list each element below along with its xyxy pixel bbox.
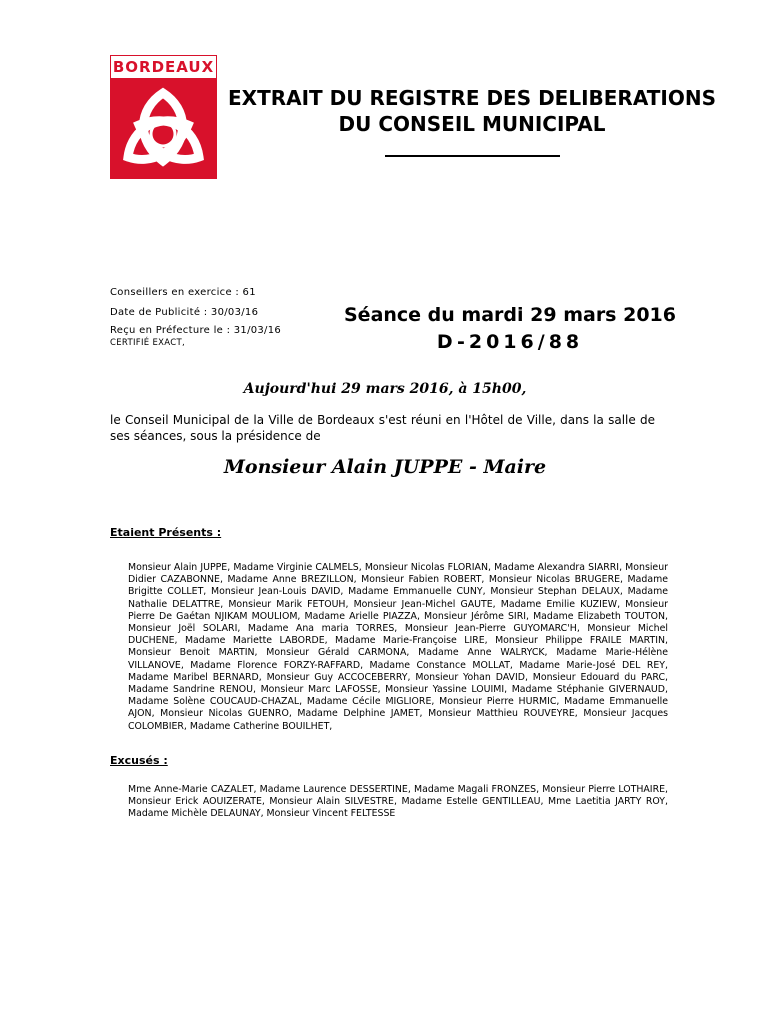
presents-list: Monsieur Alain JUPPE, Madame Virginie CALMELS, Monsieur Nicolas FLORIAN, Madame Alexandra SIARRI, Monsieur Didier CAZABONNE, Madame Anne BREZILLON, Monsieur Fabien ROBERT, Monsieur Nicolas BRUGERE, Madame Brigitte COLLET, Monsieur Jean-Louis DAVID, Madame Emmanuelle CUNY, Monsieur Stephan DELAUX, Madame Nathalie DELATTRE, Monsieur Marik FETOUH, Monsieur Jean-Michel GAUTE, Madame Emilie KUZIEW, Monsieur Pierre De Gaétan NJIKAM MOULIOM, Madame Arielle PIAZZA, Monsieur Jérôme SIRI, Madame Elizabeth TOUTON, Monsieur Joël SOLARI, Madame Ana maria TORRES, Monsieur Jean-Pierre GUYOMARC'H, Monsieur Michel DUCHENE, Madame Mariette LABORDE, Madame Marie-Françoise LIRE, Monsieur Philippe FRAILE MARTIN, Monsieur Benoit MARTIN, Monsieur Gérald CARMONA, Madame Anne WALRYCK, Madame Marie-Hélène VILLANOVE, Madame Florence FORZY-RAFFARD, Madame Constance MOLLAT, Madame Marie-José DEL REY, Madame Maribel BERNARD, Monsieur Guy ACCOCEBERRY, Monsieur Yohan DAVID, Monsieur Edouard du PARC, Madame Sandrine RENOU, Monsieur Marc LAFOSSE, Monsieur Yassine LOUIMI, Madame Stéphanie GIVERNAUD, Madame Solène COUCAUD-CHAZAL, Madame Cécile MIGLIORE, Monsieur Pierre HURMIC, Madame Emmanuelle AJON, Monsieur Nicolas GUENRO, Madame Delphine JAMET, Monsieur Matthieu ROUVEYRE, Monsieur Jacques COLOMBIER, Madame Catherine BOUILHET, <box>128 562 668 732</box>
bordeaux-logo <box>110 55 217 179</box>
date-line: Aujourd'hui 29 mars 2016, à 15h00, <box>243 381 527 397</box>
president-name: Monsieur Alain JUPPE - Maire <box>223 456 547 478</box>
logo-text: BORDEAUX <box>112 58 215 76</box>
title-underline <box>385 155 560 157</box>
excuses-list: Mme Anne-Marie CAZALET, Madame Laurence DESSERTINE, Madame Magali FRONZES, Monsieur Pierre LOTHAIRE, Monsieur Erick AOUIZERATE, Monsieur Alain SILVESTRE, Madame Estelle GENTILLEAU, Mme Laetitia JARTY ROY, Madame Michèle DELAUNAY, Monsieur Vincent FELTESSE <box>128 784 668 820</box>
date-publicite: Date de Publicité : 30/03/16 <box>110 307 259 318</box>
recu-prefecture: Reçu en Préfecture le : 31/03/16 <box>110 325 282 336</box>
excuses-title: Excusés : <box>110 754 168 767</box>
document-title-line1: EXTRAIT DU REGISTRE DES DELIBERATIONS <box>228 86 716 110</box>
conseillers-en-exercice: Conseillers en exercice : 61 <box>110 287 256 298</box>
seance-title: Séance du mardi 29 mars 2016 <box>344 304 676 326</box>
deliberation-reference: D-2016/88 <box>436 331 584 353</box>
logo-emblem <box>110 79 217 179</box>
presents-title: Etaient Présents : <box>110 526 222 539</box>
document-title-line2: DU CONSEIL MUNICIPAL <box>338 112 606 136</box>
intro-paragraph: le Conseil Municipal de la Ville de Bordeaux s'est réuni en l'Hôtel de Ville, dans la salle de ses séances, sous la présidence de <box>110 413 655 443</box>
certifie-exact: CERTIFIÉ EXACT, <box>110 338 185 348</box>
triquetra-icon <box>110 79 217 179</box>
logo-band <box>110 55 217 79</box>
